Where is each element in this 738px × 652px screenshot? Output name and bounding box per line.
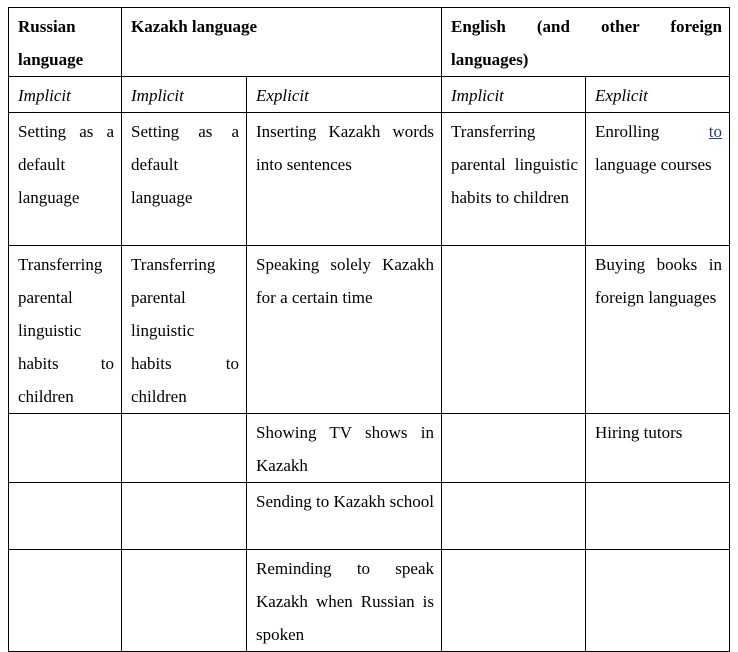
cell-kazakh-implicit <box>122 483 247 550</box>
cell-english-explicit: Hiring tutors <box>586 414 730 483</box>
cell-text: Enrolling <box>595 122 660 141</box>
cell-english-explicit <box>586 113 730 246</box>
header-english-line1: English (and other foreign <box>451 17 723 36</box>
subheader-russian-implicit: Implicit <box>9 77 122 113</box>
header-english-line2: languages) <box>451 50 529 69</box>
header-russian: Russian language <box>9 8 122 77</box>
underlined-word: to <box>708 122 723 141</box>
cell-russian-implicit <box>9 550 122 652</box>
cell-kazakh-explicit: Reminding to speak Kazakh when Russian is spoken <box>247 550 442 652</box>
cell-russian-implicit: Transferring parental linguistic habits to children <box>9 246 122 414</box>
cell-russian-implicit <box>9 414 122 483</box>
cell-kazakh-implicit <box>122 414 247 483</box>
header-kazakh: Kazakh language <box>122 8 442 77</box>
subheader-english-explicit: Explicit <box>586 77 730 113</box>
subheader-kazakh-implicit: Implicit <box>122 77 247 113</box>
subheader-english-implicit: Implicit <box>442 77 586 113</box>
cell-english-implicit <box>442 550 586 652</box>
header-english <box>442 8 730 77</box>
table-row <box>9 414 730 483</box>
cell-english-implicit <box>442 414 586 483</box>
cell-kazakh-explicit: Sending to Kazakh school <box>247 483 442 550</box>
cell-text: language courses <box>595 155 712 174</box>
cell-english-explicit <box>586 550 730 652</box>
cell-russian-implicit: Setting as a default language <box>9 113 122 246</box>
cell-kazakh-implicit: Setting as a default language <box>122 113 247 246</box>
language-practices-table <box>8 7 730 652</box>
table-row <box>9 246 730 414</box>
header-row <box>9 8 730 77</box>
subheader-row <box>9 77 730 113</box>
table-row <box>9 483 730 550</box>
cell-english-implicit <box>442 483 586 550</box>
cell-english-implicit <box>442 246 586 414</box>
subheader-kazakh-explicit: Explicit <box>247 77 442 113</box>
table-row <box>9 113 730 246</box>
cell-kazakh-explicit: Showing TV shows in Kazakh <box>247 414 442 483</box>
cell-kazakh-implicit: Transferring parental linguistic habits to children <box>122 246 247 414</box>
cell-english-implicit: Transferring parental linguistic habits to children <box>442 113 586 246</box>
cell-russian-implicit <box>9 483 122 550</box>
table-row <box>9 550 730 652</box>
cell-kazakh-explicit: Speaking solely Kazakh for a certain time <box>247 246 442 414</box>
cell-kazakh-implicit <box>122 550 247 652</box>
cell-english-explicit <box>586 483 730 550</box>
cell-kazakh-explicit: Inserting Kazakh words into sentences <box>247 113 442 246</box>
cell-english-explicit: Buying books in foreign languages <box>586 246 730 414</box>
